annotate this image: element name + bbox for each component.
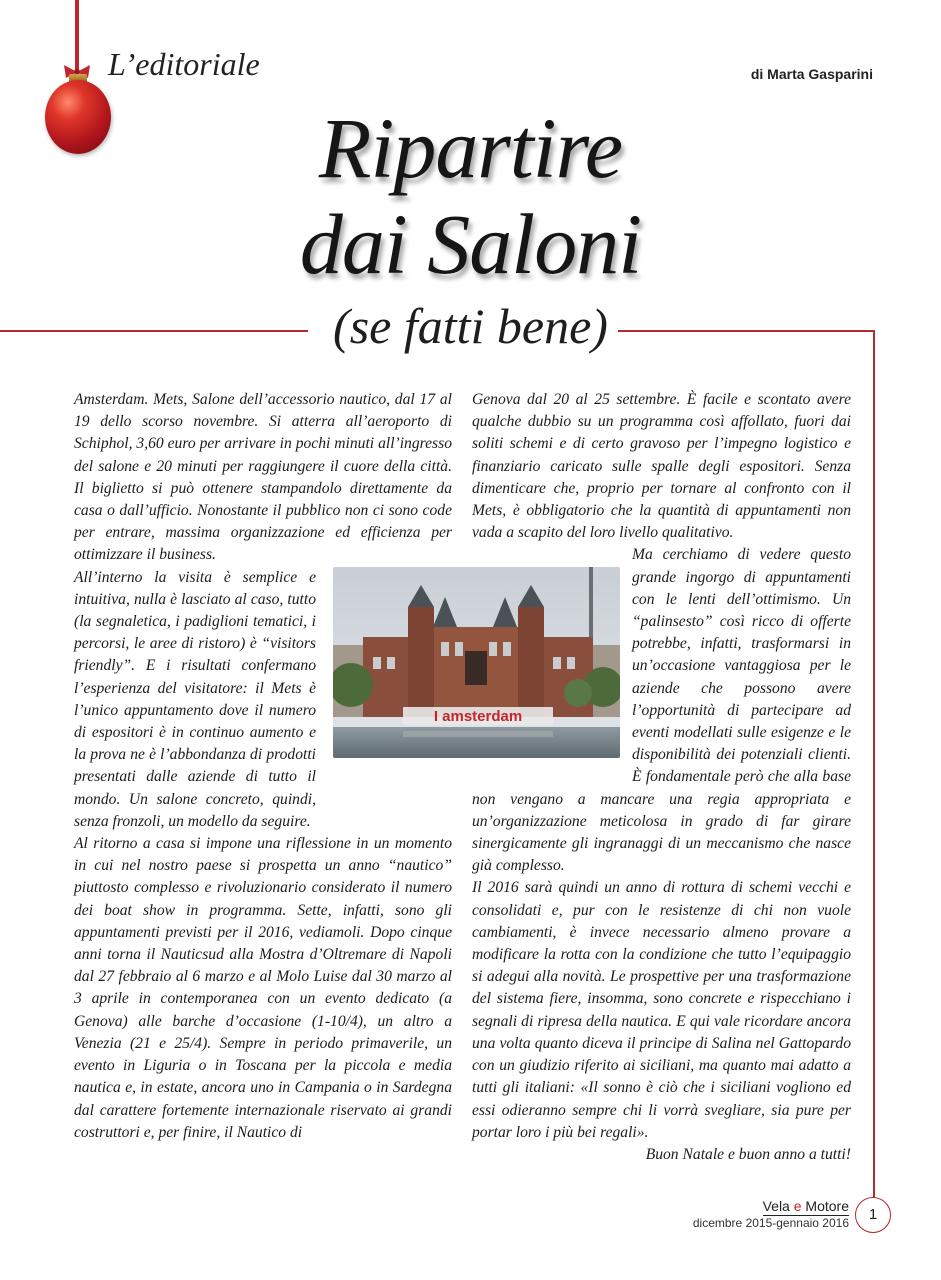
rijksmuseum-photo	[333, 567, 620, 758]
divider-rule-vertical	[873, 330, 875, 1198]
brand-word-motore: Motore	[805, 1198, 849, 1214]
article-subtitle: (se fatti bene)	[333, 298, 608, 354]
paragraph: Amsterdam. Mets, Salone dell’accessorio nautico, dal 17 al 19 dello scorso novembre. Si atterra all’aeroporto di Schiphol, 3,60 euro per arrivare in pochi minuti all’ingresso del salone e 20 minuti per raggiungere il cuore della città. Il biglietto si può ottenere stampandolo direttamente da casa o dall’ufficio. Nonostante il pubblico non ci sono code per entrare, massima organizzazione ed efficienza per ottimizzare il business.	[74, 391, 452, 564]
paragraph: Genova dal 20 al 25 settembre. È facile e scontato avere qualche dubbio su un programma così affollato, fuori dai soliti schemi e di certo gravoso per l’impegno logistico e finanziario caricato sulle spalle degli espositori. Senza dimenticare che, proprio per tornare al confronto con il Mets, è obbligatorio che la quantità di appuntamenti non vada a scapito del loro livello qualitativo.	[472, 391, 851, 542]
brand-word-e: e	[793, 1198, 802, 1214]
headline-line-1: Ripartire	[318, 100, 623, 196]
body-column-1	[74, 389, 452, 1144]
paragraph: All’interno la visita è semplice e intuitiva, nulla è lasciato al caso, tutto (la segnaletica, i padiglioni tematici, i percorsi, le aree di ristoro) è “visitors friendly”. E i risultati confermano l’esperienza del visitatore: il Mets è l’unico appuntamento dove il numero di espositori è in continuo aumento e la prova ne è l’abbondanza di prodotti presentati dalle aziende di tutto il mondo. Un salone concreto, quindi, senza fronzoli, un modello da seguire.	[74, 568, 316, 830]
issue-date: dicembre 2015-gennaio 2016	[692, 1216, 849, 1230]
article-headline	[200, 100, 741, 292]
paragraph: Il 2016 sarà quindi un anno di rottura di schemi vecchi e consolidati e, pur con le resistenze di chi non vuole cambiamenti, è invece necessario almeno provare a modificare la rotta con la condizione che tutto l’equipaggio si adegui alla novità. Le prospettive per una trasformazione del sistema fiere, insomma, sono concrete e rispecchiano i segnali di ripresa della nautica. E qui vale ricordare ancora una volta quanto diceva il principe di Salina nel Gattopardo con un giudizio riferito ai siciliani, ma quanto mai adatto a tutti gli italiani: «Il sonno è ciò che i siciliani vogliono ed essi odieranno sempre chi li vorrà svegliare, sia pure per portar loro i più bei regali».	[472, 879, 851, 1141]
author-byline: di Marta Gasparini	[750, 66, 873, 82]
paragraph: Al ritorno a casa si impone una riflessione in un momento in cui nel nostro paese si prospetta un anno “nautico” piuttosto complesso e rivoluzionario considerato il numero dei boat show in programma. Sette, infatti, sono gli appuntamenti previsti per il 2016, vediamoli. Dopo cinque anni torna il Nauticsud alla Mostra d’Oltremare di Napoli dal 27 febbraio al 6 marzo e al Molo Luise dal 30 marzo al 3 aprile in contemporanea con un evento dedicato (a Genova) alle barche d’occasione (1-10/4), un altro a Venezia (21 e 25/4). Sempre in periodo primaverile, un evento in Liguria o in Toscana per la piccola e media nautica e, in estate, ancora uno in Campania o in Sardegna dal carattere fortemente internazionale riservato ai grandi costruttori e, per finire, il Nautico di	[74, 835, 452, 1141]
brand-underlined	[763, 1198, 849, 1216]
body-column-2	[472, 389, 851, 1166]
brand-word-vela: Vela	[762, 1198, 790, 1214]
closing-line: Buon Natale e buon anno a tutti!	[645, 1145, 851, 1163]
paragraph: Ma cerchiamo di vedere questo grande ingorgo di appuntamenti con le lenti dell’ottimismo. Un “palinsesto” così ricco di offerte potrebbe, infatti, trasformarsi in un’occasione vantaggiosa per le aziende che possono avere l’opportunità di partecipare ad eventi modellati sulle esigenze e le disponibilità dei potenziali clienti. È fondamentale però che alla base non vengano a mancare una regia appropriata e un’organizzazione meticolosa in grado di far girare sinergicamente gli ingranaggi di un meccanismo che nasce già complesso.	[472, 546, 851, 875]
magazine-brand	[763, 1198, 849, 1214]
divider-rule-left	[0, 330, 308, 332]
headline-line-2: dai Saloni	[299, 196, 642, 292]
section-kicker: L’editoriale	[108, 46, 260, 82]
divider-rule-right	[618, 330, 875, 332]
ornament-ribbon	[75, 0, 79, 72]
sign-text: I amsterdam	[433, 708, 523, 725]
article-photo	[333, 567, 620, 758]
christmas-ornament-icon	[45, 80, 111, 154]
page-number: 1	[855, 1197, 891, 1233]
